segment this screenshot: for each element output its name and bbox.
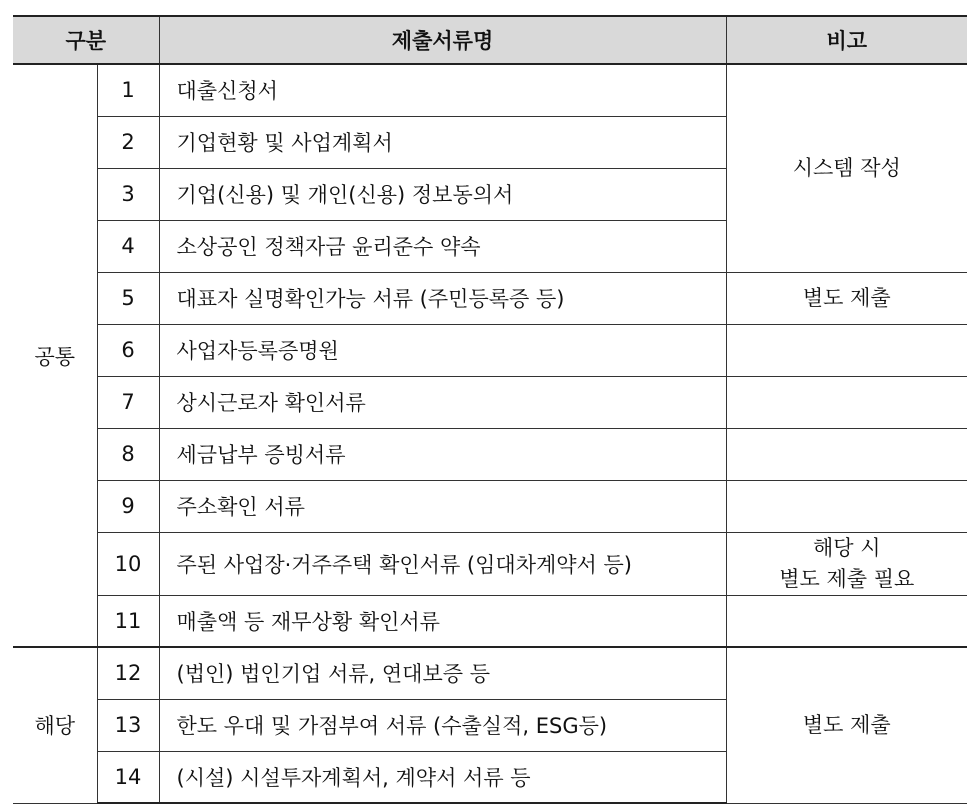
table-row: [13, 647, 967, 699]
table-row: [13, 272, 967, 324]
row-number: 7: [97, 376, 159, 428]
table-header-row: [13, 16, 967, 64]
row-number: 12: [97, 647, 159, 699]
document-name: 주된 사업장·거주주택 확인서류 (임대차계약서 등): [159, 532, 726, 595]
table-row: [13, 595, 967, 647]
note-empty: [726, 480, 967, 532]
row-number: 14: [97, 751, 159, 803]
table-row: [13, 532, 967, 595]
document-name: 상시근로자 확인서류: [159, 376, 726, 428]
table-row: [13, 64, 967, 116]
row-number: 3: [97, 168, 159, 220]
table-row: [13, 480, 967, 532]
header-note: 비고: [726, 16, 967, 64]
note-empty: [726, 595, 967, 647]
table-row: [13, 324, 967, 376]
document-name: 기업현황 및 사업계획서: [159, 116, 726, 168]
note-separate-group: 별도 제출: [726, 647, 967, 803]
row-number: 2: [97, 116, 159, 168]
document-name: 소상공인 정책자금 윤리준수 약속: [159, 220, 726, 272]
note-conditional-line1: 해당 시: [812, 535, 881, 560]
note-separate: 별도 제출: [726, 272, 967, 324]
row-number: 13: [97, 699, 159, 751]
group-label-common: 공통: [13, 64, 97, 647]
document-name: (시설) 시설투자계획서, 계약서 서류 등: [159, 751, 726, 803]
document-name: 매출액 등 재무상황 확인서류: [159, 595, 726, 647]
document-name: 기업(신용) 및 개인(신용) 정보동의서: [159, 168, 726, 220]
header-document: 제출서류명: [159, 16, 726, 64]
row-number: 11: [97, 595, 159, 647]
row-number: 5: [97, 272, 159, 324]
table-row: [13, 428, 967, 480]
row-number: 4: [97, 220, 159, 272]
document-name: 한도 우대 및 가점부여 서류 (수출실적, ESG등): [159, 699, 726, 751]
note-empty: [726, 376, 967, 428]
note-empty: [726, 428, 967, 480]
row-number: 8: [97, 428, 159, 480]
note-empty: [726, 324, 967, 376]
row-number: 1: [97, 64, 159, 116]
document-name: 대출신청서: [159, 64, 726, 116]
document-name: (법인) 법인기업 서류, 연대보증 등: [159, 647, 726, 699]
note-system: 시스템 작성: [726, 64, 967, 272]
row-number: 10: [97, 532, 159, 595]
note-conditional: [726, 532, 967, 595]
header-category: 구분: [13, 16, 159, 64]
note-conditional-line2: 별도 제출 필요: [779, 566, 915, 591]
document-table: [13, 15, 967, 804]
document-name: 대표자 실명확인가능 서류 (주민등록증 등): [159, 272, 726, 324]
row-number: 6: [97, 324, 159, 376]
document-name: 사업자등록증명원: [159, 324, 726, 376]
document-name: 주소확인 서류: [159, 480, 726, 532]
document-name: 세금납부 증빙서류: [159, 428, 726, 480]
table-row: [13, 376, 967, 428]
row-number: 9: [97, 480, 159, 532]
group-label-applicable: 해당: [13, 647, 97, 803]
